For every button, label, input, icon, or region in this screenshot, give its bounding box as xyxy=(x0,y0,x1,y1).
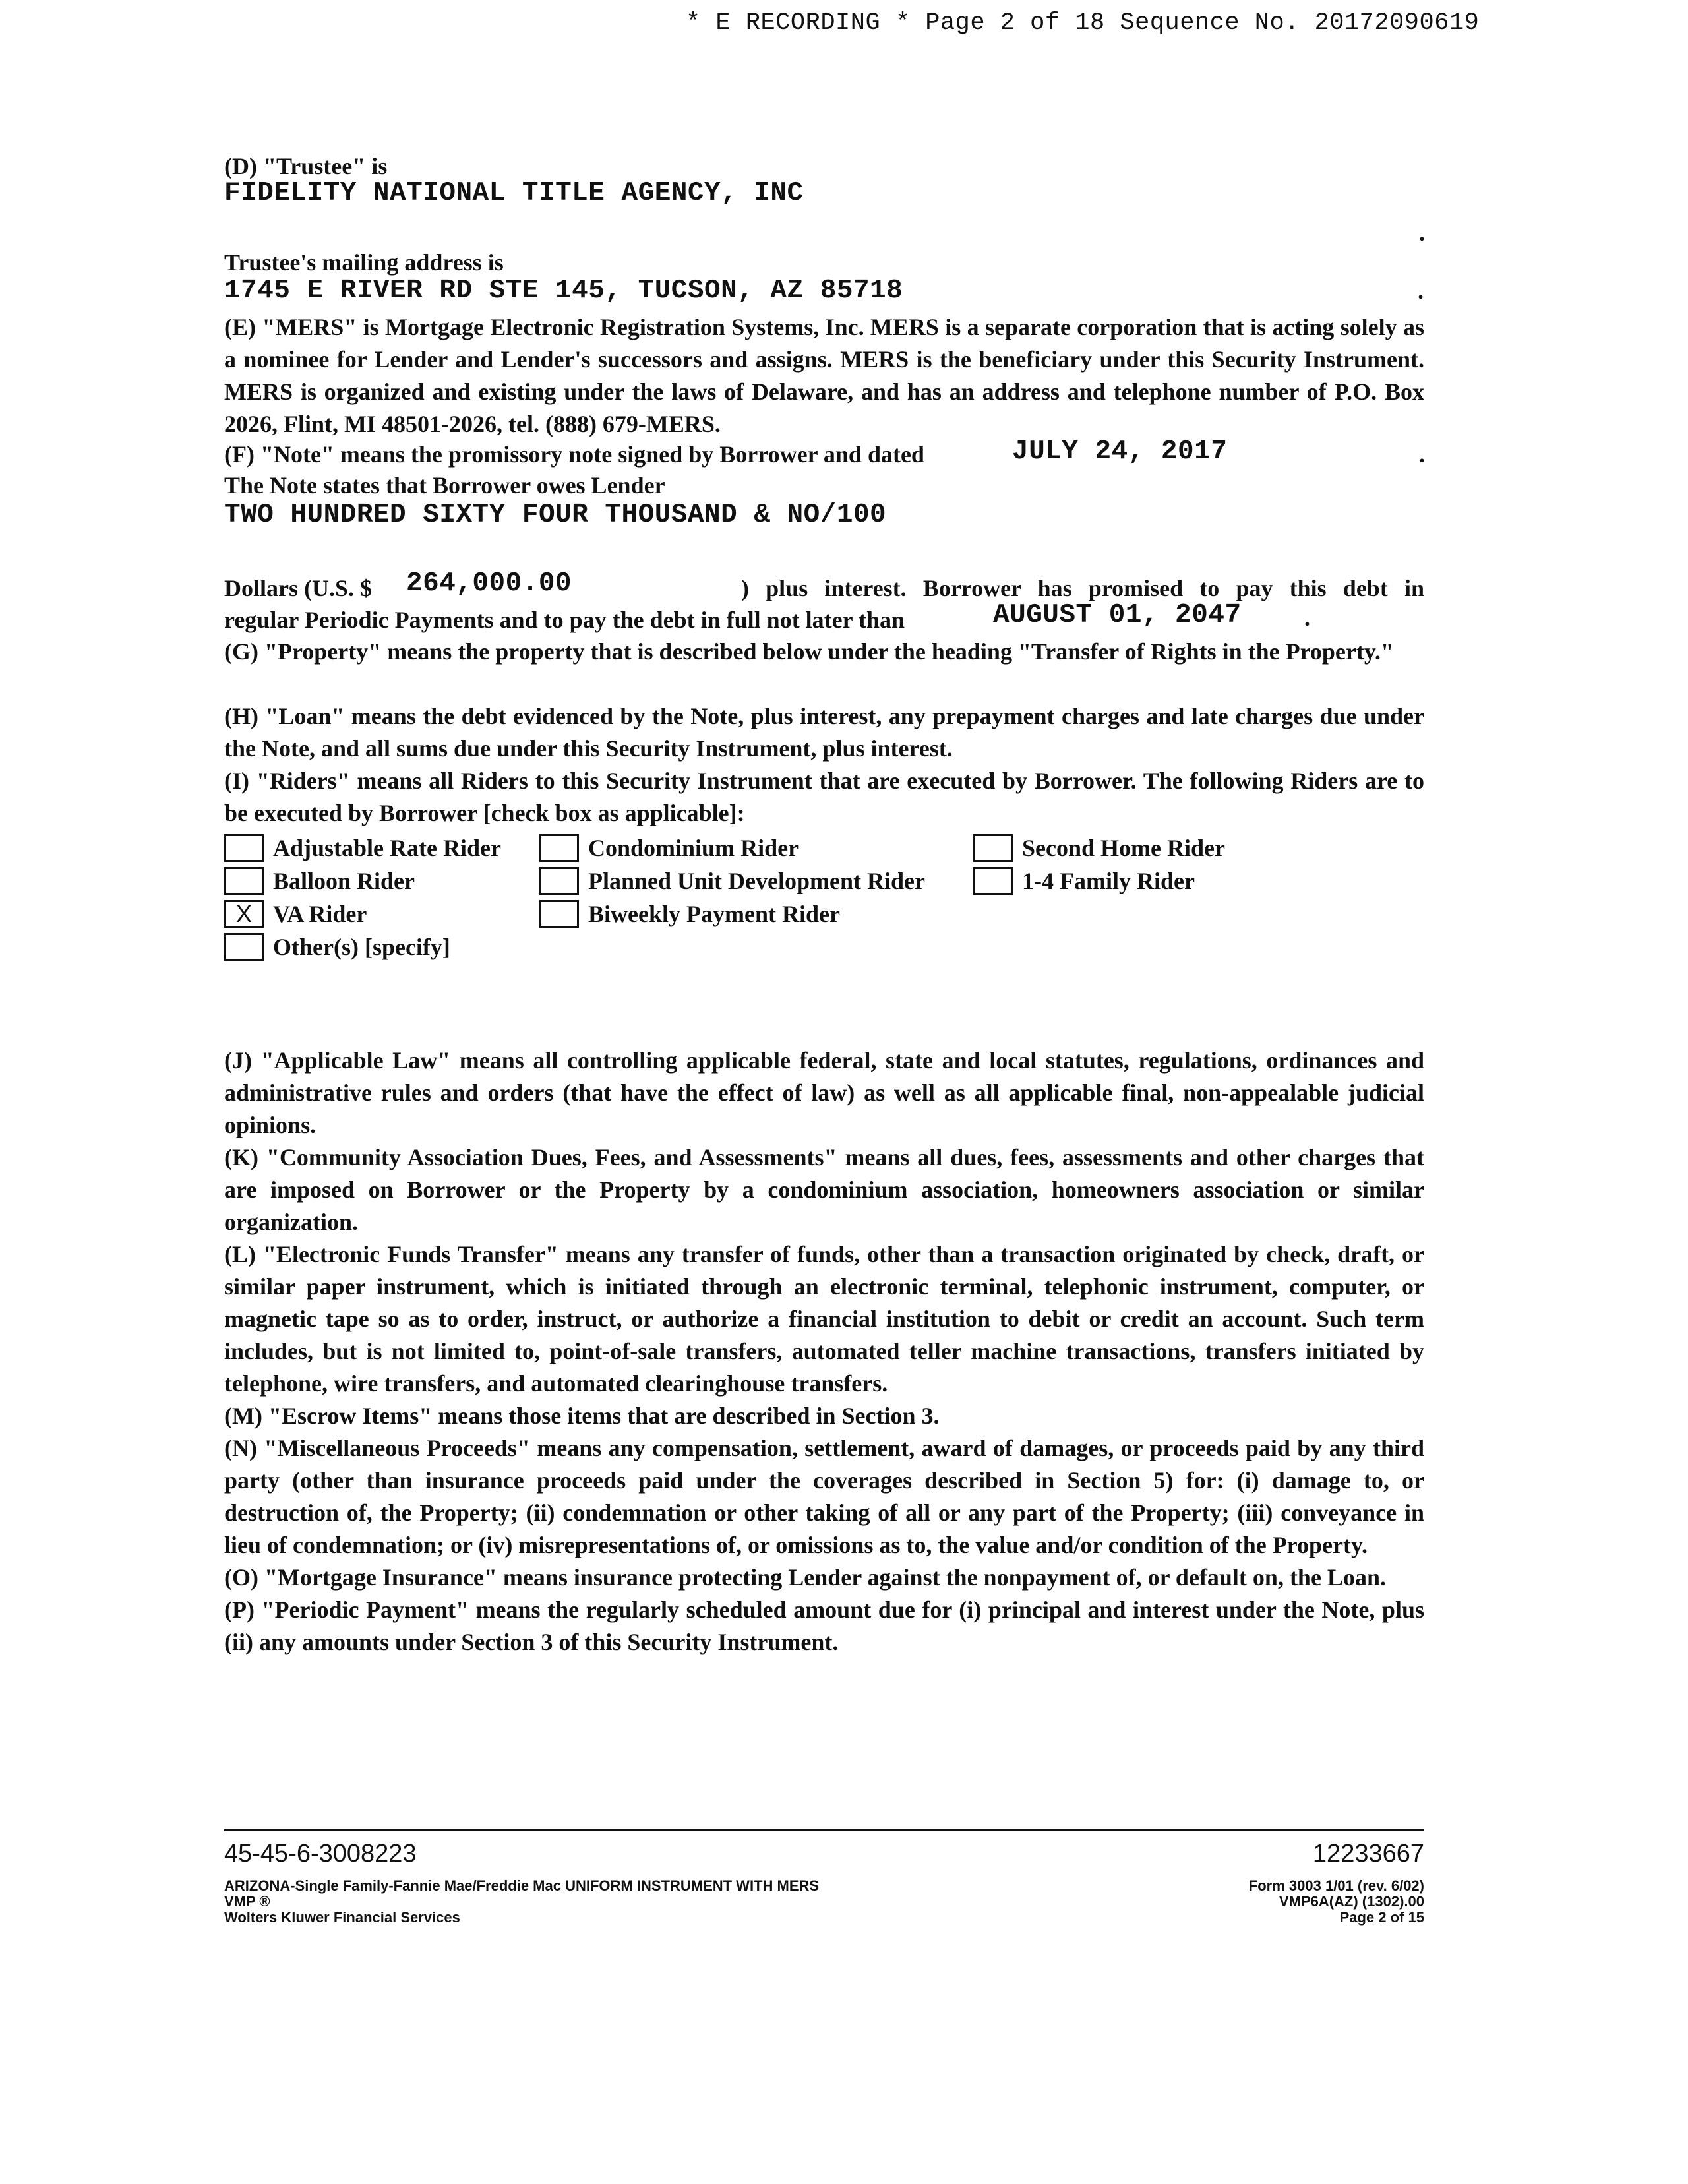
dollars-suffix: ) plus interest. Borrower has promised to pay this debt in xyxy=(741,575,1424,601)
periodic-text: regular Periodic Payments and to pay the debt in full not later than xyxy=(224,607,905,633)
rider-label: Balloon Rider xyxy=(273,868,415,894)
rider-label: Adjustable Rate Rider xyxy=(273,835,501,861)
form-line-3: Wolters Kluwer Financial Services xyxy=(224,1909,460,1926)
rider-label: 1-4 Family Rider xyxy=(1022,868,1195,894)
rider-biweekly[interactable] xyxy=(539,898,840,930)
checkbox[interactable] xyxy=(224,933,264,961)
rider-adjustable-rate[interactable] xyxy=(224,832,501,864)
mers-definition: (E) "MERS" is Mortgage Electronic Registration Systems, Inc. MERS is a separate corporation that is acting solely as a nominee for Lender and Lender's successors and assigns. MERS is the beneficiary under this Security Instrument. MERS is organized and existing under the laws of Delaware, and has an address and telephone number of P.O. Box 2026, Flint, MI 48501-2026, tel. (888) 679-MERS. xyxy=(224,314,1424,437)
checkbox[interactable] xyxy=(539,900,579,928)
footer-rule xyxy=(224,1829,1424,1831)
form-id-2: VMP6A(AZ) (1302).00 xyxy=(1279,1893,1424,1910)
rider-label: Planned Unit Development Rider xyxy=(588,868,925,894)
note-amount: 264,000.00 xyxy=(406,568,572,599)
note-date: JULY 24, 2017 xyxy=(1012,437,1228,467)
checkbox[interactable] xyxy=(539,867,579,895)
definition-applicable-law: (J) "Applicable Law" means all controlling applicable federal, state and local statutes, regulations, ordinances and administrative rules and orders (that have the effect of law) as well as all applicable final, non-appealable judicial opinions. xyxy=(224,1047,1424,1138)
definition-community-dues: (K) "Community Association Dues, Fees, and Assessments" means all dues, fees, assessments and other charges that are imposed on Borrower or the Property by a condominium association, homeowners association or similar organization. xyxy=(224,1144,1424,1235)
rider-pud[interactable] xyxy=(539,865,925,897)
riders-definition: (I) "Riders" means all Riders to this Security Instrument that are executed by Borrower. The following Riders are to be executed by Borrower [check box as applicable]: xyxy=(224,768,1424,826)
checkbox[interactable] xyxy=(224,834,264,862)
page-number: Page 2 of 15 xyxy=(1339,1909,1424,1926)
rider-1-4-family[interactable] xyxy=(973,865,1195,897)
trustee-name: FIDELITY NATIONAL TITLE AGENCY, INC xyxy=(224,178,804,208)
trustee-address: 1745 E RIVER RD STE 145, TUCSON, AZ 85718 xyxy=(224,276,903,306)
trustee-label: (D) "Trustee" is xyxy=(224,153,388,179)
form-line-2: VMP ® xyxy=(224,1893,270,1910)
loan-definition: (H) "Loan" means the debt evidenced by the Note, plus interest, any prepayment charges and late charges due under the Note, and all sums due under this Security Instrument, plus interest. xyxy=(224,703,1424,762)
trustee-end-dot: . xyxy=(1419,220,1425,246)
trustee-address-label: Trustee's mailing address is xyxy=(224,249,504,276)
form-line-1: ARIZONA-Single Family-Fannie Mae/Freddie Mac UNIFORM INSTRUMENT WITH MERS xyxy=(224,1877,820,1894)
definition-eft: (L) "Electronic Funds Transfer" means any transfer of funds, other than a transaction originated by check, draft, or similar paper instrument, which is initiated through an electronic terminal, telephonic instrument, computer, or magnetic tape so as to order, instruct, or authorize a financial institution to debit or credit an account. Such term includes, but is not limited to, point-of-sale transfers, automated teller machine transactions, transfers initiated by telephone, wire transfers, and automated clearinghouse transfers. xyxy=(224,1241,1424,1397)
definition-periodic-payment: (P) "Periodic Payment" means the regularly scheduled amount due for (i) principal and interest under the Note, plus (ii) any amounts under Section 3 of this Security Instrument. xyxy=(224,1596,1424,1655)
property-definition: (G) "Property" means the property that is described below under the heading "Transfer of Rights in the Property." xyxy=(224,638,1394,665)
document-number: 12233667 xyxy=(1312,1840,1424,1867)
recording-header: * E RECORDING * Page 2 of 18 Sequence No. 20172090619 xyxy=(686,9,1480,37)
address-end-dot: . xyxy=(1418,278,1424,304)
loan-number: 45-45-6-3008223 xyxy=(224,1840,417,1867)
rider-label: Biweekly Payment Rider xyxy=(588,901,840,927)
note-owes: The Note states that Borrower owes Lender xyxy=(224,472,665,499)
checkbox[interactable] xyxy=(973,867,1013,895)
maturity-end-dot: . xyxy=(1304,605,1310,631)
rider-condominium[interactable] xyxy=(539,832,799,864)
form-id-1: Form 3003 1/01 (rev. 6/02) xyxy=(1248,1877,1424,1894)
rider-va[interactable] xyxy=(224,898,367,930)
dollars-prefix: Dollars (U.S. $ xyxy=(224,575,372,601)
note-end-dot: . xyxy=(1419,441,1425,468)
form-description xyxy=(224,1878,819,1926)
maturity-date: AUGUST 01, 2047 xyxy=(993,600,1242,630)
rider-second-home[interactable] xyxy=(973,832,1225,864)
checkbox[interactable] xyxy=(224,867,264,895)
note-label: (F) "Note" means the promissory note signed by Borrower and dated xyxy=(224,441,924,468)
rider-label: Condominium Rider xyxy=(588,835,799,861)
rider-other[interactable] xyxy=(224,931,450,963)
checkbox[interactable] xyxy=(973,834,1013,862)
note-amount-words: TWO HUNDRED SIXTY FOUR THOUSAND & NO/100 xyxy=(224,500,887,530)
form-identifier xyxy=(1249,1878,1424,1926)
rider-label: Second Home Rider xyxy=(1022,835,1225,861)
definition-misc-proceeds: (N) "Miscellaneous Proceeds" means any compensation, settlement, award of damages, or proceeds paid by any third party (other than insurance proceeds paid under the coverages described in Section 5) for: (i) damage to, or destruction of, the Property; (ii) condemnation or other taking of all or any part of the Property; (iii) conveyance in lieu of condemnation; or (iv) misrepresentations of, or omissions as to, the value and/or condition of the Property. xyxy=(224,1435,1424,1558)
rider-balloon[interactable] xyxy=(224,865,415,897)
definition-escrow-items: (M) "Escrow Items" means those items that are described in Section 3. xyxy=(224,1403,940,1429)
riders-checklist xyxy=(224,832,1411,984)
checkbox-checked[interactable]: X xyxy=(224,900,264,928)
definitions-section xyxy=(224,1045,1424,1658)
rider-label: VA Rider xyxy=(273,901,367,927)
rider-label: Other(s) [specify] xyxy=(273,934,450,960)
checkbox[interactable] xyxy=(539,834,579,862)
definition-mortgage-insurance: (O) "Mortgage Insurance" means insurance protecting Lender against the nonpayment of, or default on, the Loan. xyxy=(224,1564,1386,1591)
